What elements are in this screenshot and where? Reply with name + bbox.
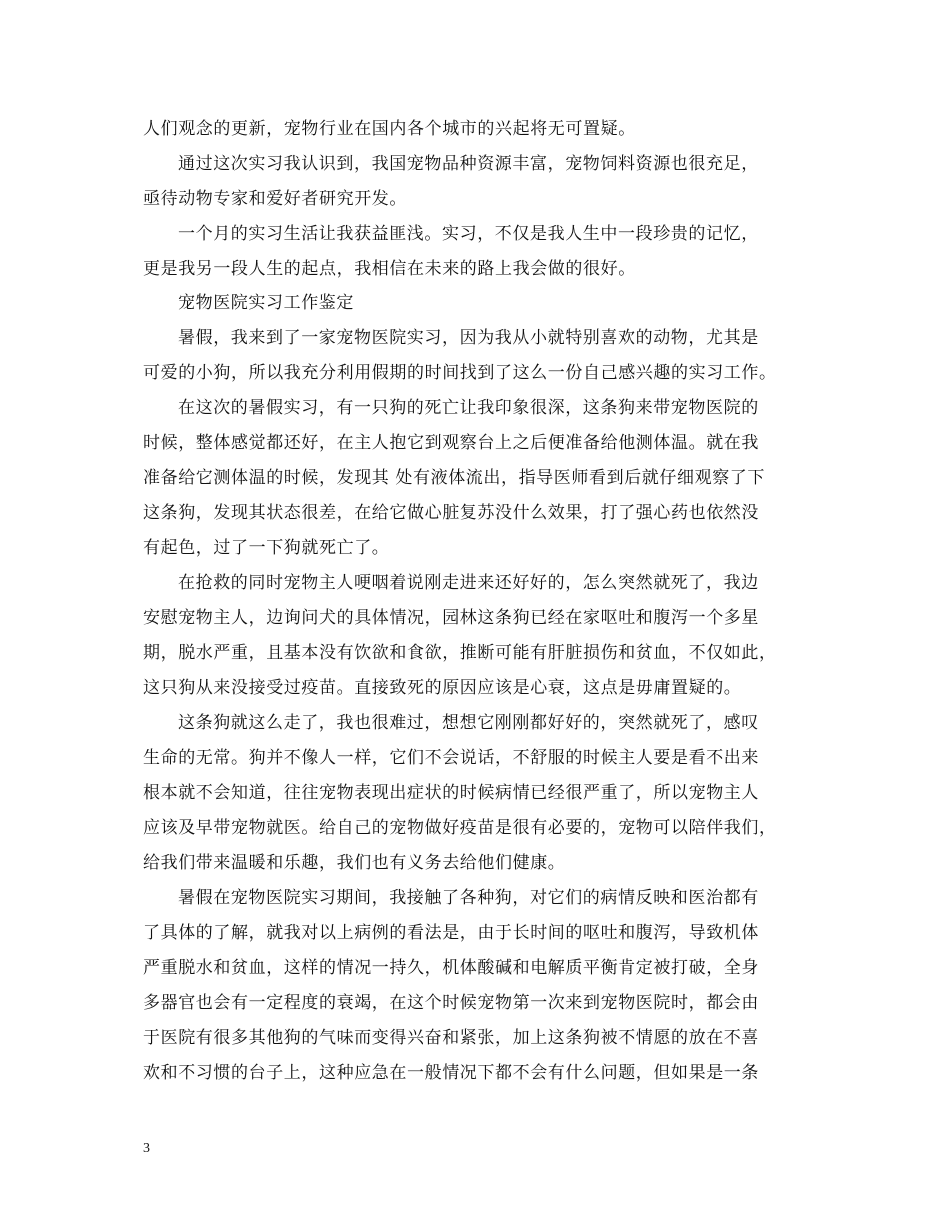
text-line: 这条狗就这么走了，我也很难过，想想它刚刚都好好的，突然就死了，感叹 xyxy=(178,713,759,733)
text-line: 亟待动物专家和爱好者研究开发。 xyxy=(143,189,407,209)
text-line: 于医院有很多其他狗的气味而变得兴奋和紧张，加上这条狗被不情愿的放在不喜 xyxy=(143,1028,759,1048)
text-line: 暑假，我来到了一家宠物医院实习，因为我从小就特别喜欢的动物，尤其是 xyxy=(178,328,759,348)
text-line: 暑假在宠物医院实习期间，我接触了各种狗，对它们的病情反映和医治都有 xyxy=(178,888,759,908)
text-line: 应该及早带宠物就医。给自己的宠物做好疫苗是很有必要的，宠物可以陪伴我们， xyxy=(143,818,777,838)
text-line: 给我们带来温暖和乐趣，我们也有义务去给他们健康。 xyxy=(143,853,566,873)
text-line: 期，脱水严重，且基本没有饮欲和食欲，推断可能有肝脏损伤和贫血，不仅如此， xyxy=(143,643,777,663)
text-line: 时候，整体感觉都还好，在主人抱它到观察台上之后便准备给他测体温。就在我 xyxy=(143,433,759,453)
text-line: 这条狗，发现其状态很差，在给它做心脏复苏没什么效果，打了强心药也依然没 xyxy=(143,503,759,523)
text-line: 一个月的实习生活让我获益匪浅。实习，不仅是我人生中一段珍贵的记忆， xyxy=(178,224,759,244)
text-line: 更是我另一段人生的起点，我相信在未来的路上我会做的很好。 xyxy=(143,259,636,279)
text-line: 这只狗从来没接受过疫苗。直接致死的原因应该是心衰，这点是毋庸置疑的。 xyxy=(143,678,742,698)
page-number: 3 xyxy=(143,1141,150,1156)
text-line: 在这次的暑假实习，有一只狗的死亡让我印象很深，这条狗来带宠物医院的 xyxy=(178,398,759,418)
text-line: 准备给它测体温的时候，发现其 处有液体流出，指导医师看到后就仔细观察了下 xyxy=(143,468,766,488)
text-line: 多器官也会有一定程度的衰竭，在这个时候宠物第一次来到宠物医院时，都会由 xyxy=(143,993,759,1013)
text-line: 有起色，过了一下狗就死亡了。 xyxy=(143,538,390,558)
text-line: 生命的无常。狗并不像人一样，它们不会说话，不舒服的时候主人要是看不出来 xyxy=(143,748,759,768)
text-line: 根本就不会知道，往往宠物表现出症状的时候病情已经很严重了，所以宠物主人 xyxy=(143,783,759,803)
section-heading: 宠物医院实习工作鉴定 xyxy=(178,293,354,313)
text-line: 在抢救的同时宠物主人哽咽着说刚走进来还好好的，怎么突然就死了，我边 xyxy=(178,573,759,593)
text-line: 通过这次实习我认识到，我国宠物品种资源丰富，宠物饲料资源也很充足， xyxy=(178,154,759,174)
text-line: 人们观念的更新，宠物行业在国内各个城市的兴起将无可置疑。 xyxy=(143,119,636,139)
text-line: 安慰宠物主人，边询问犬的具体情况，园林这条狗已经在家呕吐和腹泻一个多星 xyxy=(143,608,759,628)
text-line: 严重脱水和贫血，这样的情况一持久，机体酸碱和电解质平衡肯定被打破，全身 xyxy=(143,958,759,978)
text-line: 可爱的小狗，所以我充分利用假期的时间找到了这么一份自己感兴趣的实习工作。 xyxy=(143,363,777,383)
text-line: 欢和不习惯的台子上，这种应急在一般情况下都不会有什么问题，但如果是一条 xyxy=(143,1063,759,1083)
text-line: 了具体的了解，就我对以上病例的看法是，由于长时间的呕吐和腹泻，导致机体 xyxy=(143,923,759,943)
